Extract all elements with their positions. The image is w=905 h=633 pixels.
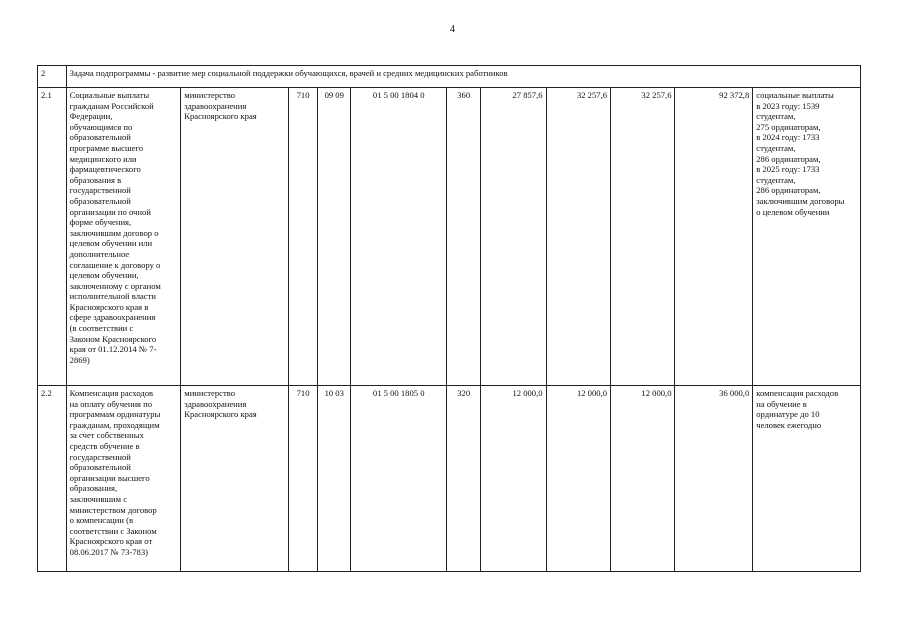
amount-total: 92 372,8 <box>675 88 753 386</box>
executor: министерство здравоохранения Красноярского края <box>181 386 288 572</box>
grbs-code: 710 <box>288 88 318 386</box>
rzpr-code: 10 03 <box>318 386 351 572</box>
row-number: 2.2 <box>38 386 67 572</box>
measure-description: Компенсация расходов на оплату обучения по программам ординатуры гражданам, проходящим за счет собственных средств обучение в государственной образовательной организации высшего образования, заключившим с министерством договор о компенсации (в соответствии с Законом Красноярского края от 08.06.2017 № 73-783) <box>66 386 181 572</box>
vr-code: 320 <box>447 386 481 572</box>
task-title: Задача подпрограммы - развитие мер социальной поддержки обучающихся, врачей и средних медицинских работников <box>66 66 860 88</box>
task-row <box>38 66 861 88</box>
amount-2023: 12 000,0 <box>481 386 546 572</box>
rzpr-code: 09 09 <box>318 88 351 386</box>
table-row <box>38 88 861 386</box>
table-row <box>38 386 861 572</box>
csr-code: 01 5 00 1804 0 <box>351 88 447 386</box>
program-measures-table <box>37 65 861 572</box>
csr-code: 01 5 00 1805 0 <box>351 386 447 572</box>
grbs-code: 710 <box>288 386 318 572</box>
amount-2025: 32 257,6 <box>611 88 675 386</box>
page-number: 4 <box>450 24 455 35</box>
amount-2024: 32 257,6 <box>546 88 610 386</box>
row-number: 2.1 <box>38 88 67 386</box>
task-number: 2 <box>38 66 67 88</box>
expected-result: социальные выплаты в 2023 году: 1539 студентам, 275 ординаторам, в 2024 году: 1733 студентам, 286 ординаторам, в 2025 году: 1733 студентам, 286 ординаторам, заключившим договоры о целевом обучении <box>753 88 861 386</box>
executor: министерство здравоохранения Красноярского края <box>181 88 288 386</box>
expected-result: компенсация расходов на обучение в ординатуре до 10 человек ежегодно <box>753 386 861 572</box>
amount-total: 36 000,0 <box>675 386 753 572</box>
measure-description: Социальные выплаты гражданам Российской Федерации, обучающимся по образовательной программе высшего медицинского или фармацевтического образования в государственной образовательной организации по очной форме обучения, заключившим договор о целевом обучении или дополнительное соглашение к договору о целевом обучении, заключенному с органом исполнительной власти Красноярского края в сфере здравоохранения (в соответствии с Законом Красноярского края от 01.12.2014 № 7- 2869) <box>66 88 181 386</box>
amount-2023: 27 857,6 <box>481 88 546 386</box>
amount-2025: 12 000,0 <box>611 386 675 572</box>
amount-2024: 12 000,0 <box>546 386 610 572</box>
vr-code: 360 <box>447 88 481 386</box>
